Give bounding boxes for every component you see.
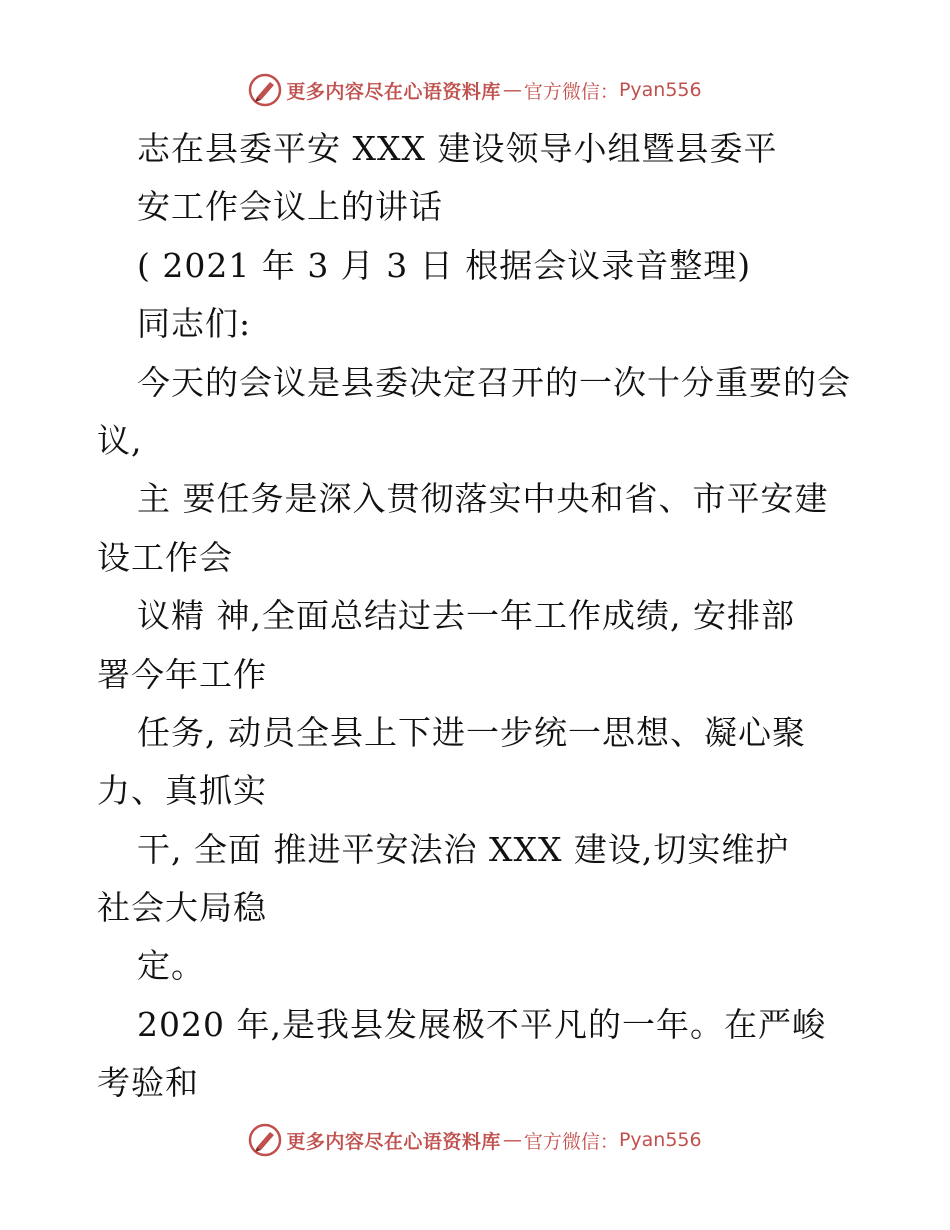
text-line: 任务, 动员全县上下进一步统一思想、凝心聚 (137, 712, 806, 752)
text-line: 同志们: (137, 304, 252, 344)
watermark-wechat-label: 官方微信： (523, 1130, 619, 1153)
text-line: 议, (97, 420, 143, 460)
text-line: 安工作会议上的讲话 (137, 187, 443, 227)
text-line: 志在县委平安 XXX 建设领导小组暨县委平 (137, 129, 778, 168)
text-line: 考验和 (97, 1063, 199, 1103)
watermark-wechat-label: 官方微信： (523, 80, 619, 103)
watermark-separator: — (502, 1129, 522, 1151)
watermark-wechat-id: Pyan556 (618, 79, 702, 101)
text-line: 今天的会议是县委决定召开的一次十分重要的会 (137, 362, 851, 402)
text-line: 2020 年,是我县发展极不平凡的一年。在严峻 (137, 1004, 826, 1044)
watermark-text: 更多内容尽在心语资料库 (286, 1130, 501, 1153)
text-line: 力、真抓实 (97, 771, 267, 811)
text-line: 干, 全面 推进平安法治 XXX 建设,切实维护 (137, 829, 790, 869)
text-line: 设工作会 (97, 537, 233, 577)
pen-logo-icon (248, 73, 282, 107)
document-body (97, 120, 867, 1113)
text-line: 议精 神,全面总结过去一年工作成绩, 安排部 (137, 596, 795, 636)
pen-logo-icon (248, 1123, 282, 1157)
text-line: 主 要任务是深入贯彻落实中央和省、市平安建 (137, 479, 829, 519)
watermark-separator: — (502, 79, 522, 101)
watermark-text: 更多内容尽在心语资料库 (286, 80, 501, 103)
text-line: 社会大局稳 (97, 888, 267, 928)
watermark-wechat-id: Pyan556 (618, 1129, 702, 1151)
text-line: 署今年工作 (97, 654, 267, 694)
text-line: ( 2021 年 3 月 3 日 根据会议录音整理) (137, 245, 752, 285)
text-line: 定。 (137, 946, 205, 986)
footer-watermark (0, 1120, 950, 1160)
header-watermark (0, 70, 950, 110)
